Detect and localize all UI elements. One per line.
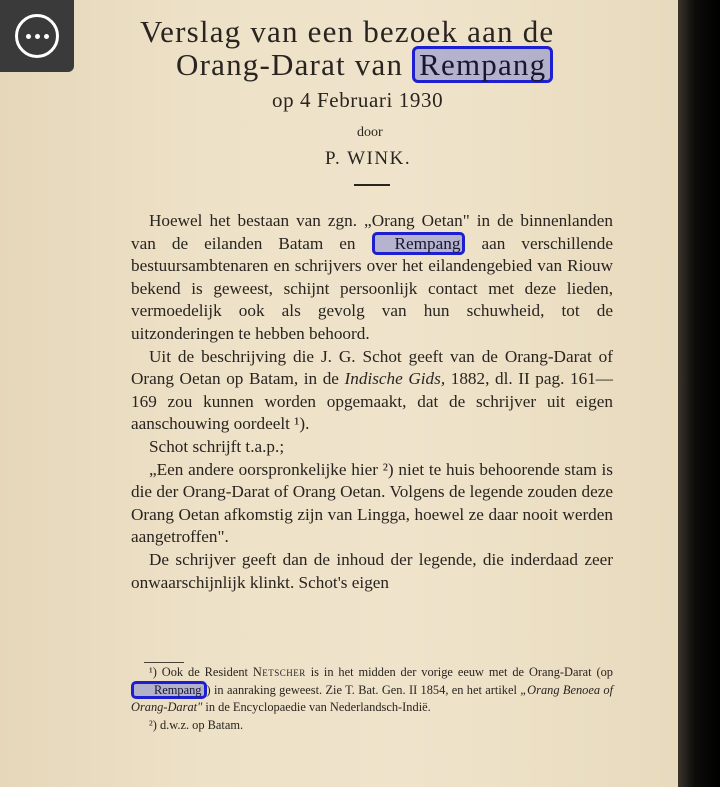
- footnote-divider: [144, 662, 184, 663]
- paragraph-2-text-a: Uit de beschrijving die J. G. Schot geeft van de Orang-Darat of Orang Oetan op Batam, in de: [131, 346, 613, 389]
- dot: [44, 34, 49, 39]
- footnote-1: [131, 664, 613, 717]
- paragraph-3: Schot schrijft t.a.p.;: [149, 436, 285, 456]
- title-line-2: [176, 47, 553, 83]
- more-horizontal-icon: [15, 14, 59, 58]
- search-highlight-body[interactable]: Rempang: [372, 232, 466, 255]
- footnote-1-text-d: in de Encyclopaedie van Nederlandsch-Indië.: [202, 700, 431, 714]
- by-line: door: [357, 125, 383, 140]
- title-divider: [354, 184, 390, 186]
- date-line: op 4 Februari 1930: [272, 88, 444, 112]
- paragraph-5: De schrijver geeft dan de inhoud der legende, die inderdaad zeer onwaarschijnlijk klinkt. Schot's eigen: [131, 549, 613, 592]
- dot: [35, 34, 40, 39]
- article-body: [131, 210, 613, 594]
- footnote-1-italic: „Orang Benoea of Orang-Darat": [131, 682, 614, 714]
- footnote-2: ²) d.w.z. op Batam.: [149, 717, 244, 732]
- paragraph-1-text-a: Hoewel het bestaan van zgn. „Orang Oetan" in de binnenlanden van de eilanden Batam en: [131, 211, 613, 253]
- footnote-1-text-b: is in het midden der vorige eeuw met de Orang-Darat (op: [305, 665, 613, 679]
- footnote-1-text-c: ) in aanraking geweest. Zie T. Bat. Gen. II 1854, en het artikel: [206, 682, 521, 697]
- search-highlight-title[interactable]: Rempang: [412, 46, 553, 83]
- paragraph-2-italic: Indische Gids,: [344, 369, 446, 389]
- footnotes: [131, 664, 613, 734]
- paragraph-2: [131, 346, 613, 436]
- paragraph-2-text-b: 1882, dl. II pag. 161—169 zou kunnen worden opgemaakt, dat de schrijver uit eigen aanschouwing oordeelt ¹).: [131, 369, 613, 434]
- more-options-button[interactable]: [0, 0, 74, 72]
- page-edge-shadow: [678, 0, 720, 787]
- title-line-2-text: Orang-Darat van: [176, 47, 413, 82]
- paragraph-1-text-b: aan verschillende bestuursambtenaren en schrijvers over het eilandengebied van Riouw bekend is geweest, schijnt persoonlijk contact met deze lieden, vermoedelijk ook als gevolg van hun schuwheid, tot de uitzonderingen te hebben behoord.: [131, 233, 613, 343]
- paragraph-1: [131, 210, 613, 346]
- footnote-1-text-a: Ook de Resident: [156, 665, 253, 679]
- footnote-1-marker: ¹): [149, 665, 157, 679]
- title-line-1: Verslag van een bezoek aan de: [140, 14, 555, 49]
- dot: [26, 34, 31, 39]
- paragraph-4: „Een andere oorspronkelijke hier ²) niet te huis behoorende stam is die der Orang-Darat of Orang Oetan. Volgens de legende zouden deze Orang Oetan afkomstig zijn van Lingga, hoewel ze daar nooit werden aangetroffen".: [131, 459, 613, 547]
- author-name: P. WINK.: [325, 148, 412, 169]
- footnote-1-name: Netscher: [252, 665, 306, 679]
- search-highlight-footnote[interactable]: Rempang: [131, 681, 207, 699]
